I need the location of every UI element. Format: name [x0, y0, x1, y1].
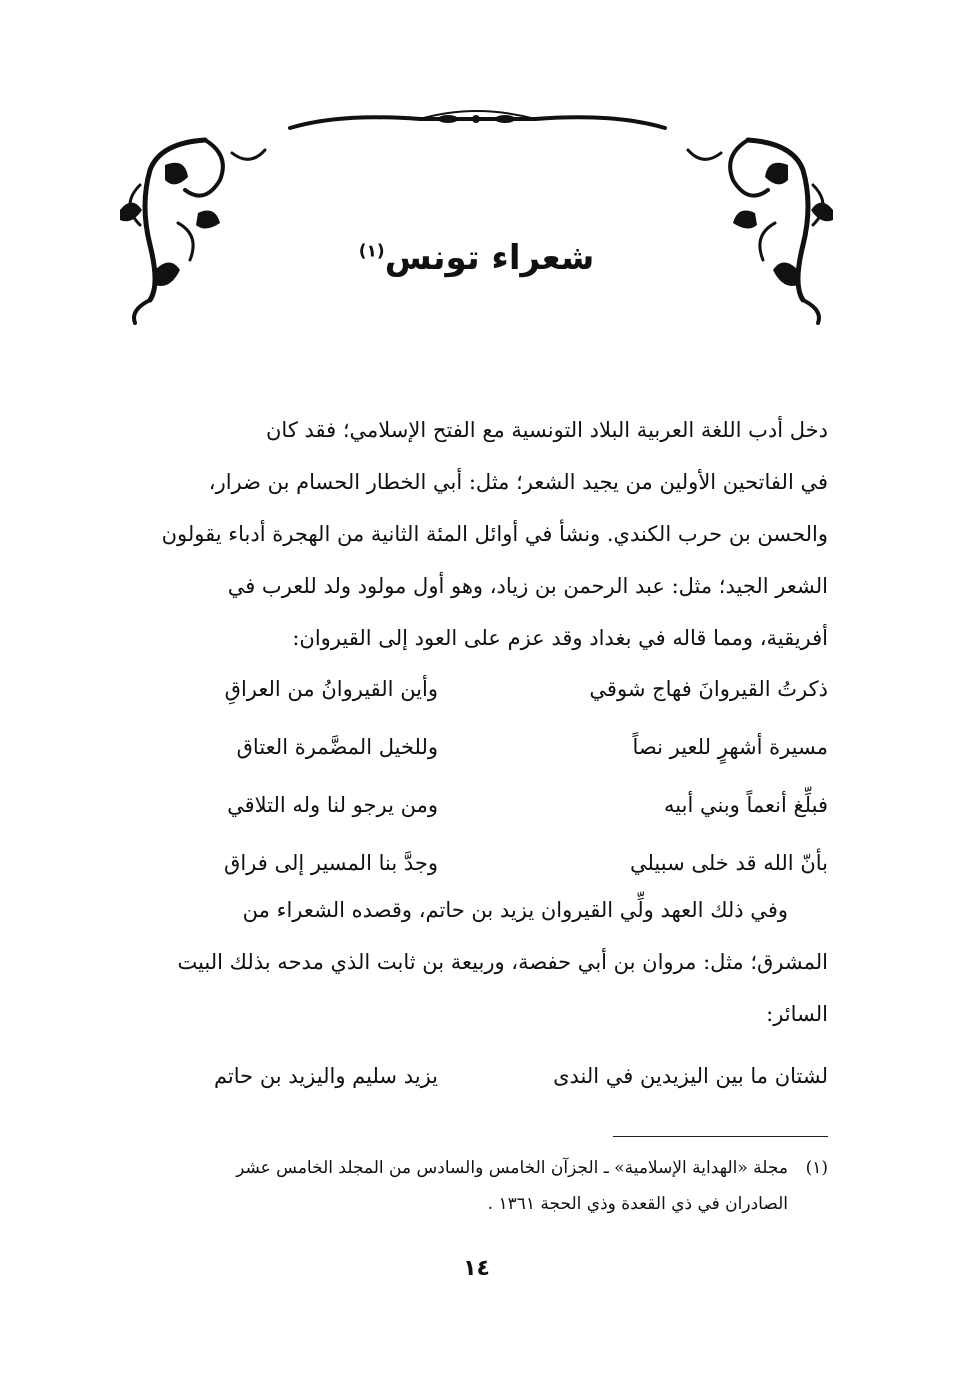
- verse-second-hemistich: وأين القيروانُ من العراقِ: [224, 677, 438, 701]
- prose-line: أفريقية، ومما قاله في بغداد وقد عزم على العود إلى القيروان:: [292, 626, 828, 650]
- prose-line: في الفاتحين الأولين من يجيد الشعر؛ مثل: أبي الخطار الحسام بن ضرار،: [208, 470, 828, 494]
- verse-second-hemistich: وجدَّ بنا المسير إلى فراق: [224, 851, 438, 875]
- chapter-title: [0, 238, 953, 278]
- prose-line: وفي ذلك العهد ولِّي القيروان يزيد بن حاتم، وقصده الشعراء من: [242, 898, 788, 922]
- verse-first-hemistich: فبلِّغ أنعماً وبني أبيه: [664, 793, 828, 817]
- verse-second-hemistich: ومن يرجو لنا وله التلاقي: [227, 793, 438, 817]
- verse-line: [123, 776, 828, 834]
- prose-line: السائر:: [766, 1002, 828, 1026]
- verse-first-hemistich: ذكرتُ القيروانَ فهاج شوقي: [589, 677, 828, 701]
- verse-first-hemistich: مسيرة أشهرٍ للعير نصاً: [632, 735, 828, 759]
- chapter-title-text: شعراء تونس: [384, 238, 595, 278]
- verse-first-hemistich: لشتان ما بين اليزيدين في الندى: [553, 1064, 828, 1088]
- prose-line: المشرق؛ مثل: مروان بن أبي حفصة، وربيعة بن ثابت الذي مدحه بذلك البيت: [177, 950, 828, 974]
- footnote-number: (١): [805, 1158, 828, 1178]
- poem-ibn-ziyad: [123, 660, 828, 892]
- verse-second-hemistich: وللخيل المضَّمرة العتاق: [236, 735, 438, 759]
- title-footnote-marker: (١): [358, 241, 385, 262]
- verse-line: [123, 1047, 828, 1105]
- footnote-separator: [613, 1136, 828, 1137]
- prose-line: والحسن بن حرب الكندي. ونشأ في أوائل المئة الثانية من الهجرة أدباء يقولون: [161, 522, 828, 546]
- prose-line: الشعر الجيد؛ مثل: عبد الرحمن بن زياد، وهو أول مولود ولد للعرب في: [227, 574, 828, 598]
- intro-paragraph: [123, 404, 828, 664]
- footnote-text-line: الصادران في ذي القعدة وذي الحجة ١٣٦١ .: [487, 1194, 788, 1214]
- footnote-text-line: مجلة «الهداية الإسلامية» ـ الجزآن الخامس والسادس من المجلد الخامس عشر: [236, 1158, 788, 1178]
- verse-line: [123, 718, 828, 776]
- second-paragraph: [123, 884, 828, 1040]
- prose-line: دخل أدب اللغة العربية البلاد التونسية مع الفتح الإسلامي؛ فقد كان: [266, 418, 828, 442]
- verse-first-hemistich: بأنّ الله قد خلى سبيلي: [629, 851, 828, 875]
- page-number: ١٤: [463, 1256, 490, 1281]
- verse-second-hemistich: يزيد سليم واليزيد بن حاتم: [213, 1064, 438, 1088]
- footnote: [123, 1150, 828, 1222]
- poem-rabia: [123, 1047, 828, 1105]
- header-ornament: [0, 95, 953, 325]
- verse-line: [123, 660, 828, 718]
